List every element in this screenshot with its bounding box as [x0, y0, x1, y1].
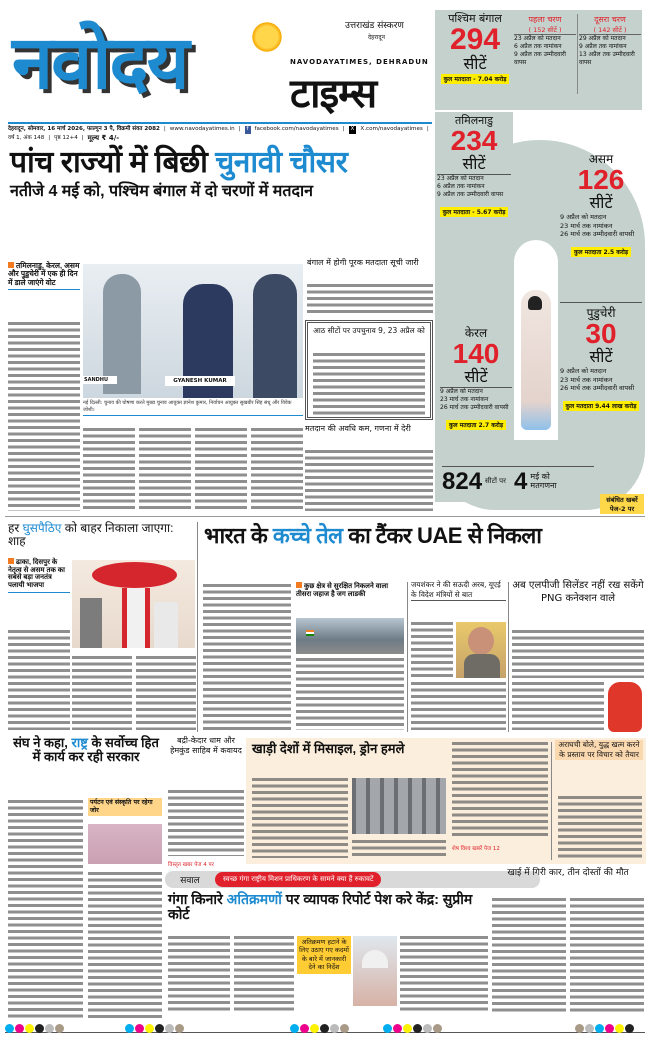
- decoration: [175, 1024, 184, 1033]
- decoration: [413, 1024, 422, 1033]
- phase-seats: ( 152 सीटें ): [514, 25, 576, 35]
- body-text: [136, 656, 196, 730]
- ganga-headline: [168, 892, 488, 923]
- seat-label: सीटें: [440, 368, 512, 387]
- decoration: [165, 1024, 174, 1033]
- decoration: गंगा किनारे: [168, 891, 223, 907]
- phase-title: दूसरा चरण: [594, 15, 626, 24]
- crash-headline: खाई में गिरी कार, तीन दोस्तों की मौत: [507, 868, 629, 878]
- decoration: [560, 239, 642, 258]
- state-date-line: 26 मार्च तक उम्मीदवारी वापसी: [560, 384, 635, 393]
- decoration: [464, 654, 500, 678]
- decoration: [5, 1024, 14, 1033]
- seat-count: 140: [452, 338, 500, 370]
- decoration: [440, 412, 512, 431]
- phase-line: 23 अप्रैल को मतदान: [514, 35, 561, 42]
- state-name: पश्चिम बंगाल: [448, 12, 502, 25]
- dateline: देहरादून, सोमवार, 16 मार्च 2026, फाल्गुन 3 पै, विक्रमी संवत 2082 | www.navodayatimes.in | f facebook.com/navodayatimes | X X.com/navodayatimes | वर्ष 1, अंक 148 | पृष्ठ 12+4 | मूल्य ₹ 4/-: [8, 122, 432, 144]
- damaged-building-photo: [352, 778, 446, 834]
- edition-label: उत्तराखंड संस्करण: [345, 21, 404, 31]
- state-date-line: 23 मार्च तक नामांकन: [560, 221, 613, 230]
- seat-label: सीटें: [589, 193, 613, 213]
- body-text: [168, 790, 244, 856]
- photo-caption: नई दिल्ली: चुनाव की घोषणा करते मुख्य चुनाव आयुक्त ज्ञानेश कुमार, निर्वाचन आयुक्त सुखबीर सिंह संधू और विवेक जोशी।: [83, 400, 303, 416]
- decoration: राष्ट्र: [71, 735, 88, 750]
- decoration: [551, 742, 552, 860]
- seat-count: 126: [577, 164, 625, 196]
- phase-seats: ( 142 सीटें ): [579, 25, 641, 35]
- lead-body: [8, 322, 80, 511]
- puducherry-voters: कुल मतदाता 9.44 लाख करोड़: [563, 401, 640, 411]
- phase-line: 9 अप्रैल तक उम्मीदवारी वापस: [514, 51, 566, 67]
- wb-phase2: [579, 14, 641, 67]
- phase-title: पहला चरण: [528, 15, 562, 24]
- decoration: [560, 393, 642, 412]
- decoration: [125, 1018, 185, 1037]
- state-date-line: 6 अप्रैल तक नामांकन: [437, 182, 485, 190]
- body-text: [352, 840, 446, 858]
- ganga-question-bar: [165, 871, 540, 888]
- decoration: [5, 1018, 65, 1037]
- body-text: [492, 898, 566, 1014]
- decoration: [35, 1024, 44, 1033]
- decoration: [55, 1024, 64, 1033]
- body-text: [234, 936, 294, 1014]
- state-date-line: 23 मार्च तक नामांकन: [440, 395, 489, 403]
- phase-line: 29 अप्रैल को मतदान: [579, 35, 626, 42]
- gulf-continued[interactable]: शेष विश्व खबरें पेज 12: [452, 846, 500, 852]
- decoration: [306, 630, 314, 636]
- seat-count: 294: [449, 23, 501, 57]
- decoration: [155, 1024, 164, 1033]
- decoration: [15, 1024, 24, 1033]
- decoration: [595, 1024, 604, 1033]
- body-text: [168, 936, 230, 1014]
- assam-seats: [560, 152, 642, 258]
- lpg-cylinder-image: [608, 682, 642, 732]
- decoration: मई को मतगणना: [530, 472, 557, 491]
- jaishankar-photo: [456, 622, 506, 678]
- body-text: [313, 353, 425, 415]
- puducherry-seats: [560, 302, 642, 412]
- tanker-photo: [296, 618, 404, 654]
- decoration: [577, 14, 578, 94]
- phase-line: 9 अप्रैल तक नामांकन: [579, 43, 627, 51]
- body-text: [558, 796, 642, 858]
- body-text: [195, 428, 247, 511]
- decoration: [605, 1024, 614, 1033]
- shah-headline: [8, 522, 194, 548]
- seat-label: सीटें: [437, 155, 511, 174]
- decoration: [362, 950, 388, 968]
- body-text: [512, 630, 644, 678]
- gulf-headline: खाड़ी देशों में मिसाइल, ड्रोन हमले: [252, 741, 405, 756]
- decoration: [433, 1024, 442, 1033]
- state-date-line: 9 अप्रैल तक उम्मीदवारी वापस: [437, 190, 504, 198]
- decoration: [575, 1024, 584, 1033]
- state-date-line: 9 अप्रैल को मतदान: [440, 387, 483, 395]
- state-date-line: 9 अप्रैल को मतदान: [560, 366, 607, 375]
- decoration: [145, 1024, 154, 1033]
- decoration: [423, 1024, 432, 1033]
- state-name: असम: [588, 152, 614, 166]
- badri-more-link[interactable]: विस्तृत खबर पेज 4 पर: [168, 862, 214, 868]
- badri-headline: बद्री-केदार धाम और हेमकुंड साहिब में कवायद: [170, 736, 242, 756]
- decoration: [383, 1018, 443, 1037]
- ec-press-photo: [83, 264, 303, 398]
- decoration: [125, 1024, 134, 1033]
- seat-count: 234: [450, 125, 498, 157]
- decoration: [508, 582, 509, 732]
- decoration: [340, 1024, 349, 1033]
- state-date-line: 23 मार्च तक नामांकन: [560, 375, 613, 384]
- kerala-seats: [440, 326, 512, 431]
- tn-seats: [437, 114, 511, 218]
- decoration: [575, 1018, 635, 1037]
- related-news-tag[interactable]: संबंधित खबरें पेज-2 पर: [600, 494, 644, 514]
- state-date-line: 9 अप्रैल को मतदान: [560, 212, 607, 221]
- volume: वर्ष 1, अंक 148: [8, 134, 45, 141]
- shah-rally-photo: [72, 560, 195, 648]
- logo-times: टाइम्स: [290, 72, 377, 116]
- decoration: [25, 1024, 34, 1033]
- logo-navoday: नवोदय: [12, 21, 188, 104]
- decoration: पर व्यापक रिपोर्ट पेश करे केंद्र: सुप्रीम कोर्ट: [168, 891, 473, 923]
- decoration: संघ ने कहा,: [13, 735, 68, 750]
- body-text: [8, 630, 70, 730]
- assam-voters: कुल मतदाता 2.5 करोड़: [571, 247, 631, 257]
- color-registration-dots: [5, 1018, 645, 1033]
- price: मूल्य ₹ 4/-: [87, 133, 120, 142]
- decoration: [437, 199, 511, 218]
- decoration: [122, 588, 150, 648]
- phase-line: 13 अप्रैल तक उम्मीदवारी वापस: [579, 51, 635, 67]
- araghchi-head: अराघची बोले, युद्ध खत्म करने के प्रस्ताव पर विचार को तैयार: [555, 740, 643, 760]
- state-name: पुडुचेरी: [586, 306, 616, 320]
- decoration: [5, 516, 645, 517]
- decoration: [310, 1024, 319, 1033]
- kerala-voters: कुल मतदाता 2.7 करोड़: [446, 420, 506, 430]
- body-text: [296, 658, 404, 730]
- seat-label: सीटें: [589, 347, 613, 367]
- decoration: [585, 1024, 594, 1033]
- decoration: [300, 1024, 309, 1033]
- body-text: [305, 450, 433, 511]
- decoration: कच्चे तेल: [272, 523, 343, 548]
- decoration: अतिक्रमणों: [226, 891, 282, 907]
- body-text: [452, 742, 548, 838]
- ship-head: कुछ क्षेत्र से सुरक्षित निकलने वाला तीसरा जहाज है जग लाडकी: [296, 582, 404, 598]
- decoration: चुनावी चौसर: [215, 146, 348, 179]
- lead-subhead: नतीजे 4 मई को, पश्चिम बंगाल में दो चरणों में मतदान: [10, 183, 313, 200]
- total-seats: [442, 466, 594, 495]
- decoration: 4: [514, 468, 528, 495]
- nameplate: GYANESH KUMAR: [165, 376, 235, 386]
- body-text: [139, 428, 191, 511]
- oil-headline: [204, 524, 644, 548]
- question-label: सवाल: [180, 876, 200, 886]
- supreme-court-photo: [353, 936, 397, 1006]
- body-text: [400, 936, 488, 1014]
- decoration: [393, 1024, 402, 1033]
- body-text: [512, 682, 604, 730]
- body-text: [411, 682, 506, 730]
- decoration: [330, 1024, 339, 1033]
- decoration: [468, 627, 494, 655]
- wb-phase1: [514, 14, 576, 67]
- decoration: हर: [8, 521, 20, 535]
- sangh-photo: [88, 824, 162, 864]
- decoration: [407, 582, 408, 732]
- decoration: [80, 598, 102, 648]
- decoration: [528, 296, 542, 310]
- decoration: [383, 1024, 392, 1033]
- lead-headline-block: [10, 146, 432, 201]
- decoration: 824: [442, 468, 483, 495]
- x-icon: X: [350, 126, 355, 132]
- decoration: भारत के: [204, 523, 268, 548]
- bengal-head: बंगाल में होगी पूरक मतदाता सूची जारी: [307, 258, 419, 267]
- shah-bullet: ढाका, दिसपुर के नेतृत्व से असम तक का सबसे बड़ा जनतंत्र पलायी भाजपा: [8, 558, 70, 593]
- state-name: केरल: [464, 326, 488, 340]
- body-text: [252, 778, 348, 858]
- body-text: [251, 428, 303, 511]
- decoration: [615, 1024, 624, 1033]
- question-text: स्वच्छ गंगा राष्ट्रीय मिशन प्राधिकरण के सामने क्या हैं रुकावटें: [215, 872, 381, 887]
- decoration: [92, 562, 177, 588]
- body-text: [8, 800, 83, 1018]
- ganga-highlight-box: अतिक्रमण हटाने के लिए उठाए गए कदमों के बारे में जानकारी देने का निर्देश: [297, 936, 351, 974]
- decoration: [45, 1024, 54, 1033]
- body-text: [411, 622, 453, 678]
- jaishankar-head: जयशंकर ने की सऊदी अरब, यूएई के विदेश मंत्रियों से बात: [411, 580, 506, 601]
- decoration: [290, 1024, 299, 1033]
- bypoll-box: [305, 320, 433, 420]
- seat-label: सीटें: [463, 54, 487, 74]
- decoration: [290, 1018, 350, 1037]
- decoration: [253, 274, 297, 398]
- decoration: घुसपैठिए: [22, 521, 62, 535]
- english-name: NAVODAYATIMES, DEHRADUN: [290, 58, 429, 66]
- body-text: [83, 428, 135, 511]
- state-date-line: 26 मार्च तक उम्मीदवारी वापसी: [560, 230, 635, 239]
- state-name: तमिलनाडु: [455, 114, 493, 127]
- sun-icon: [250, 20, 284, 54]
- tn-voters: कुल मतदाता - 5.67 करोड़: [440, 207, 509, 217]
- duration-head: मतदान की अवधि कम, गणना में देरी: [305, 424, 411, 433]
- facebook-icon: f: [246, 126, 249, 132]
- sangh-headline: [8, 736, 164, 765]
- decoration: [403, 1024, 412, 1033]
- decoration: [135, 1024, 144, 1033]
- decoration: को बाहर निकाला जाएगा: शाह: [8, 521, 174, 549]
- decoration: सीटों पर: [485, 477, 506, 486]
- nameplate: SANDHU: [83, 376, 117, 384]
- website-link[interactable]: www.navodayatimes.in: [169, 126, 235, 132]
- lpg-head: अब एलपीजी सिलेंडर नहीं रख सकेंगे PNG कनेक्शन वाले: [512, 580, 644, 604]
- inked-finger-image: [521, 290, 551, 430]
- seat-count: 30: [585, 318, 617, 350]
- body-text: [570, 898, 644, 1014]
- pages: पृष्ठ 12+4: [54, 134, 78, 141]
- body-text: [88, 872, 162, 1018]
- edition-city: देहरादून: [368, 34, 385, 41]
- decoration: पांच राज्यों में बिछी: [10, 146, 208, 179]
- state-date-line: 23 अप्रैल को मतदान: [437, 174, 484, 182]
- decoration: [320, 1024, 329, 1033]
- x-link[interactable]: X.com/navodayatimes: [360, 126, 423, 132]
- decoration: [625, 1024, 634, 1033]
- wb-voters: कुल मतदाता - 7.04 करोड़: [441, 74, 510, 84]
- facebook-link[interactable]: facebook.com/navodayatimes: [254, 126, 339, 132]
- decoration: के सर्वोच्च हित में कार्य कर रही सरकार: [32, 735, 159, 765]
- date: देहरादून, सोमवार, 16 मार्च 2026, फाल्गुन 3 पै, विक्रमी संवत 2082: [8, 126, 160, 132]
- lead-headline: [10, 146, 432, 179]
- body-text: [203, 584, 291, 730]
- decoration: [154, 602, 178, 648]
- phase-line: 6 अप्रैल तक नामांकन: [514, 43, 562, 51]
- sangh-tag: पर्यटन एवं संस्कृति पर रहेगा जोर: [88, 798, 162, 816]
- body-text: [307, 284, 433, 316]
- decoration: का टैंकर UAE से निकला: [348, 523, 542, 548]
- wb-seats: [437, 12, 513, 84]
- decoration: [197, 522, 198, 732]
- side-bullet: तमिलनाडु, केरल, असम और पुडुचेरी में एक ही दिन में डाले जाएंगे वोट: [8, 262, 80, 290]
- body-text: [72, 656, 132, 730]
- bypoll-head: आठ सीटों पर उपचुनाव 9, 23 अप्रैल को: [313, 326, 425, 335]
- state-date-line: 26 मार्च तक उम्मीदवारी वापसी: [440, 403, 509, 411]
